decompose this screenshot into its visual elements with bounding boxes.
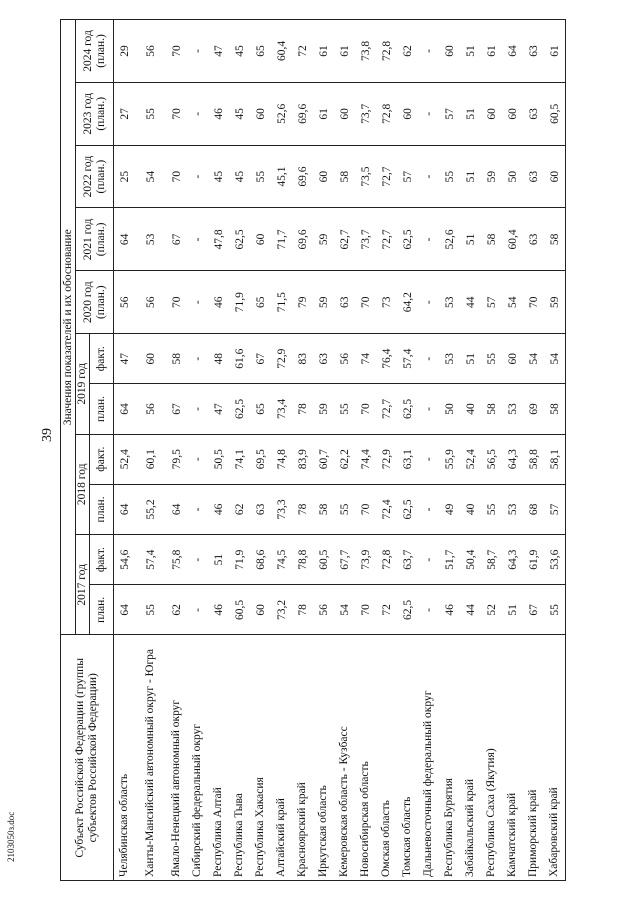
value-cell: 59 [544,271,566,334]
value-cell: 61,6 [229,334,250,384]
value-cell: 71,9 [229,271,250,334]
value-cell: 60 [313,145,334,208]
value-cell: 73,2 [271,585,292,635]
value-cell: 72,7 [376,145,397,208]
value-cell: 78 [292,585,313,635]
value-cell: 54 [523,334,544,384]
value-cell: 63 [523,145,544,208]
value-cell: 58 [544,208,566,271]
value-cell: 55 [481,484,502,534]
value-cell: 70 [166,145,187,208]
value-cell: 52,4 [114,434,136,484]
value-cell: 73,7 [355,82,376,145]
value-cell: 62,2 [334,434,355,484]
value-cell: - [187,271,208,334]
value-cell: 47 [208,20,229,83]
plan-header-2017: план. [90,585,114,635]
table-row [229,20,250,881]
value-cell: 67 [166,384,187,434]
value-cell: 56,5 [481,434,502,484]
value-cell: 60 [439,20,460,83]
value-cell: 46 [439,585,460,635]
value-cell: 79 [292,271,313,334]
value-cell: 46 [208,82,229,145]
value-cell: 55 [544,585,566,635]
value-cell: 60 [250,82,271,145]
value-cell: 72,7 [376,208,397,271]
value-cell: 69,6 [292,82,313,145]
value-cell: 45 [229,145,250,208]
value-cell: 40 [460,384,481,434]
value-cell: 62,5 [397,585,418,635]
value-cell: 51 [460,145,481,208]
year-2019-header: 2019 год [76,334,90,434]
value-cell: - [187,82,208,145]
value-cell: 55 [135,82,166,145]
value-cell: 60,4 [502,208,523,271]
value-cell: 71,5 [271,271,292,334]
value-cell: 59 [481,145,502,208]
value-cell: 61 [334,20,355,83]
subject-name-cell: Алтайский край [271,635,292,881]
value-cell: 56 [334,334,355,384]
value-cell: - [187,585,208,635]
value-cell: 51 [208,535,229,585]
table-row [166,20,187,881]
table-row [418,20,439,881]
value-cell: 52,4 [460,434,481,484]
value-cell: 62,5 [229,208,250,271]
value-cell: 55,2 [135,484,166,534]
value-cell: 51 [502,585,523,635]
fact-header-2019: факт. [90,334,114,384]
value-cell: 74,1 [229,434,250,484]
value-cell: 60 [135,334,166,384]
value-cell: 64 [166,484,187,534]
value-cell: - [418,434,439,484]
value-cell: 53,6 [544,535,566,585]
value-cell: 55 [334,484,355,534]
subject-name-cell: Республика Хакасия [250,635,271,881]
value-cell: 55 [334,384,355,434]
value-cell: 62,5 [397,208,418,271]
value-cell: - [187,484,208,534]
value-cell: 73,8 [355,20,376,83]
value-cell: 52,6 [271,82,292,145]
value-cell: 60 [502,82,523,145]
value-cell: 56 [114,271,136,334]
rotated-table-area [60,19,630,881]
value-cell: 74,5 [271,535,292,585]
value-cell: 73,7 [355,208,376,271]
value-cell: 49 [439,484,460,534]
table-row [460,20,481,881]
value-cell: 64,3 [502,535,523,585]
value-cell: 52 [481,585,502,635]
plan-header-2018: план. [90,484,114,534]
value-cell: 59 [313,384,334,434]
value-cell: - [187,334,208,384]
value-cell: 70 [355,271,376,334]
value-cell: 58 [166,334,187,384]
subject-name-cell: Ямало-Ненецкий автономный округ [166,635,187,881]
value-cell: 64 [114,585,136,635]
subject-name-cell: Республика Бурятия [439,635,460,881]
value-cell: 51 [460,20,481,83]
year-2017-header: 2017 год [76,535,90,635]
value-cell: 69 [523,384,544,434]
value-cell: 55 [250,145,271,208]
value-cell: 57 [544,484,566,534]
value-cell: 63 [523,208,544,271]
value-cell: 68 [523,484,544,534]
value-cell: 67 [250,334,271,384]
value-cell: 63 [313,334,334,384]
value-cell: 54 [544,334,566,384]
value-cell: 58 [544,384,566,434]
value-cell: 60 [481,82,502,145]
value-cell: - [187,145,208,208]
subject-name-cell: Камчатский край [502,635,523,881]
value-cell: - [418,271,439,334]
subject-name-cell: Дальневосточный федеральный округ [418,635,439,881]
value-cell: 72,8 [376,535,397,585]
value-cell: 70 [166,271,187,334]
value-cell: 64 [114,484,136,534]
value-cell: 59 [313,271,334,334]
value-cell: - [187,20,208,83]
value-cell: 72 [376,585,397,635]
value-cell: 54 [502,271,523,334]
value-cell: 50 [439,384,460,434]
value-cell: 61 [313,20,334,83]
year-2020-header: 2020 год (план.) [76,271,114,334]
value-cell: 63 [334,271,355,334]
year-2023-header: 2023 год (план.) [76,82,114,145]
document-filename: 2103050з.doc [6,811,16,862]
value-cell: 71,7 [271,208,292,271]
value-cell: 45,1 [271,145,292,208]
value-cell: 60,7 [313,434,334,484]
subject-name-cell: Красноярский край [292,635,313,881]
value-cell: 72,8 [376,20,397,83]
value-cell: 60 [334,82,355,145]
value-cell: - [418,585,439,635]
value-cell: 56 [135,20,166,83]
value-cell: 59 [313,208,334,271]
value-cell: 61 [544,20,566,83]
table-row [135,20,166,881]
value-cell: - [187,535,208,585]
table-row [250,20,271,881]
value-cell: 70 [166,82,187,145]
value-cell: 56 [135,271,166,334]
value-cell: 45 [229,20,250,83]
value-cell: 53 [439,334,460,384]
table-row [114,20,136,881]
value-cell: 78 [292,484,313,534]
value-cell: 64,2 [397,271,418,334]
value-cell: - [187,434,208,484]
value-cell: 67,7 [334,535,355,585]
subject-header: Субъект Российской Федерации (группы субъектов Российской Федерации) [61,635,114,881]
subject-name-cell: Приморский край [523,635,544,881]
value-cell: 61 [313,82,334,145]
value-cell: 72,9 [376,434,397,484]
value-cell: 62 [166,585,187,635]
year-2022-header: 2022 год (план.) [76,145,114,208]
value-cell: 52,6 [439,208,460,271]
value-cell: 58,7 [481,535,502,585]
value-cell: 61 [481,20,502,83]
values-header: Значения показателей и их обоснование [61,20,76,636]
value-cell: - [418,535,439,585]
value-cell: 73,5 [355,145,376,208]
value-cell: 47 [208,384,229,434]
table-row [313,20,334,881]
value-cell: - [418,334,439,384]
table-row [376,20,397,881]
indicators-table [60,19,566,881]
table-row [292,20,313,881]
value-cell: 60 [250,208,271,271]
value-cell: 62,5 [229,384,250,434]
value-cell: 68,6 [250,535,271,585]
value-cell: 67 [523,585,544,635]
table-row [481,20,502,881]
value-cell: 69,6 [292,208,313,271]
page-number: 39 [40,428,55,442]
value-cell: 62,5 [397,484,418,534]
value-cell: 75,8 [166,535,187,585]
table-row [502,20,523,881]
value-cell: 60,4 [271,20,292,83]
value-cell: 57,4 [135,535,166,585]
value-cell: 64 [114,384,136,434]
value-cell: 69,6 [292,145,313,208]
value-cell: 40 [460,484,481,534]
value-cell: 54,6 [114,535,136,585]
value-cell: 54 [334,585,355,635]
value-cell: 65 [250,20,271,83]
value-cell: - [187,208,208,271]
value-cell: 60,5 [313,535,334,585]
value-cell: 70 [166,20,187,83]
value-cell: - [418,484,439,534]
subject-name-cell: Сибирский федеральный округ [187,635,208,881]
value-cell: 70 [355,484,376,534]
table-row [523,20,544,881]
value-cell: 51 [460,334,481,384]
value-cell: 57,4 [397,334,418,384]
value-cell: 57 [397,145,418,208]
value-cell: 63,7 [397,535,418,585]
value-cell: 45 [229,82,250,145]
value-cell: 60 [502,334,523,384]
value-cell: 70 [355,585,376,635]
subject-name-cell: Республика Алтай [208,635,229,881]
value-cell: 60,1 [135,434,166,484]
value-cell: 63 [523,82,544,145]
value-cell: 55 [135,585,166,635]
subject-name-cell: Кемеровская область - Кузбасс [334,635,355,881]
value-cell: 25 [114,145,136,208]
value-cell: 48 [208,334,229,384]
value-cell: 70 [355,384,376,434]
value-cell: 53 [502,484,523,534]
value-cell: 72,9 [271,334,292,384]
subject-name-cell: Иркутская область [313,635,334,881]
value-cell: 72,7 [376,384,397,434]
value-cell: 53 [439,271,460,334]
value-cell: 27 [114,82,136,145]
value-cell: 73,4 [271,384,292,434]
value-cell: 63,1 [397,434,418,484]
value-cell: 62 [397,20,418,83]
value-cell: 45 [208,145,229,208]
value-cell: 53 [135,208,166,271]
fact-header-2018: факт. [90,434,114,484]
value-cell: 74,8 [271,434,292,484]
value-cell: 46 [208,271,229,334]
subject-name-cell: Томская область [397,635,418,881]
year-2018-header: 2018 год [76,434,90,534]
value-cell: 71,9 [229,535,250,585]
value-cell: 63 [523,20,544,83]
value-cell: 58 [481,384,502,434]
value-cell: 69,5 [250,434,271,484]
value-cell: 79,5 [166,434,187,484]
value-cell: 55 [439,145,460,208]
table-row [334,20,355,881]
value-cell: 60,5 [229,585,250,635]
value-cell: 50 [502,145,523,208]
value-cell: 51,7 [439,535,460,585]
value-cell: 50,4 [460,535,481,585]
value-cell: 55,9 [439,434,460,484]
value-cell: 78 [292,384,313,434]
value-cell: 78,8 [292,535,313,585]
value-cell: 51 [460,82,481,145]
value-cell: 57 [481,271,502,334]
subject-name-cell: Республика Саха (Якутия) [481,635,502,881]
value-cell: 46 [208,585,229,635]
value-cell: 57 [439,82,460,145]
value-cell: 58,1 [544,434,566,484]
value-cell: 60 [397,82,418,145]
value-cell: 73 [376,271,397,334]
value-cell: 64 [502,20,523,83]
year-2024-header: 2024 год (план.) [76,20,114,83]
fact-header-2017: факт. [90,535,114,585]
plan-header-2019: план. [90,384,114,434]
value-cell: 70 [523,271,544,334]
year-2021-header: 2021 год (план.) [76,208,114,271]
value-cell: 63 [250,484,271,534]
value-cell: 58 [481,208,502,271]
value-cell: 44 [460,585,481,635]
value-cell: 56 [135,384,166,434]
value-cell: 58 [334,145,355,208]
subject-name-cell: Хабаровский край [544,635,566,881]
value-cell: 74 [355,334,376,384]
value-cell: - [418,82,439,145]
table-row [271,20,292,881]
value-cell: 72,8 [376,82,397,145]
table-row [397,20,418,881]
subject-name-cell: Челябинская область [114,635,136,881]
value-cell: 54 [135,145,166,208]
table-row [208,20,229,881]
value-cell: 60 [250,585,271,635]
table-row [439,20,460,881]
value-cell: 64,3 [502,434,523,484]
table-row [355,20,376,881]
value-cell: 62,5 [397,384,418,434]
subject-name-cell: Республика Тыва [229,635,250,881]
value-cell: - [418,208,439,271]
value-cell: 56 [313,585,334,635]
value-cell: 62,7 [334,208,355,271]
table-row [187,20,208,881]
value-cell: 60 [544,145,566,208]
value-cell: 47 [114,334,136,384]
value-cell: 51 [460,208,481,271]
value-cell: 46 [208,484,229,534]
value-cell: - [418,145,439,208]
value-cell: - [187,384,208,434]
value-cell: 58,8 [523,434,544,484]
value-cell: 72,4 [376,484,397,534]
value-cell: 74,4 [355,434,376,484]
value-cell: - [418,20,439,83]
value-cell: 61,9 [523,535,544,585]
value-cell: 50,5 [208,434,229,484]
subject-name-cell: Новосибирская область [355,635,376,881]
subject-name-cell: Ханты-Мансийский автономный округ - Югра [135,635,166,881]
value-cell: 65 [250,384,271,434]
value-cell: 64 [114,208,136,271]
value-cell: 73,9 [355,535,376,585]
value-cell: 29 [114,20,136,83]
table-body [114,20,566,881]
value-cell: 65 [250,271,271,334]
subject-name-cell: Омская область [376,635,397,881]
value-cell: 58 [313,484,334,534]
value-cell: 44 [460,271,481,334]
value-cell: 72 [292,20,313,83]
value-cell: 62 [229,484,250,534]
subject-name-cell: Забайкальский край [460,635,481,881]
value-cell: 47,8 [208,208,229,271]
value-cell: 73,3 [271,484,292,534]
table-row [544,20,566,881]
value-cell: 76,4 [376,334,397,384]
value-cell: 53 [502,384,523,434]
value-cell: - [418,384,439,434]
value-cell: 55 [481,334,502,384]
value-cell: 67 [166,208,187,271]
value-cell: 60,5 [544,82,566,145]
value-cell: 83 [292,334,313,384]
value-cell: 83,9 [292,434,313,484]
